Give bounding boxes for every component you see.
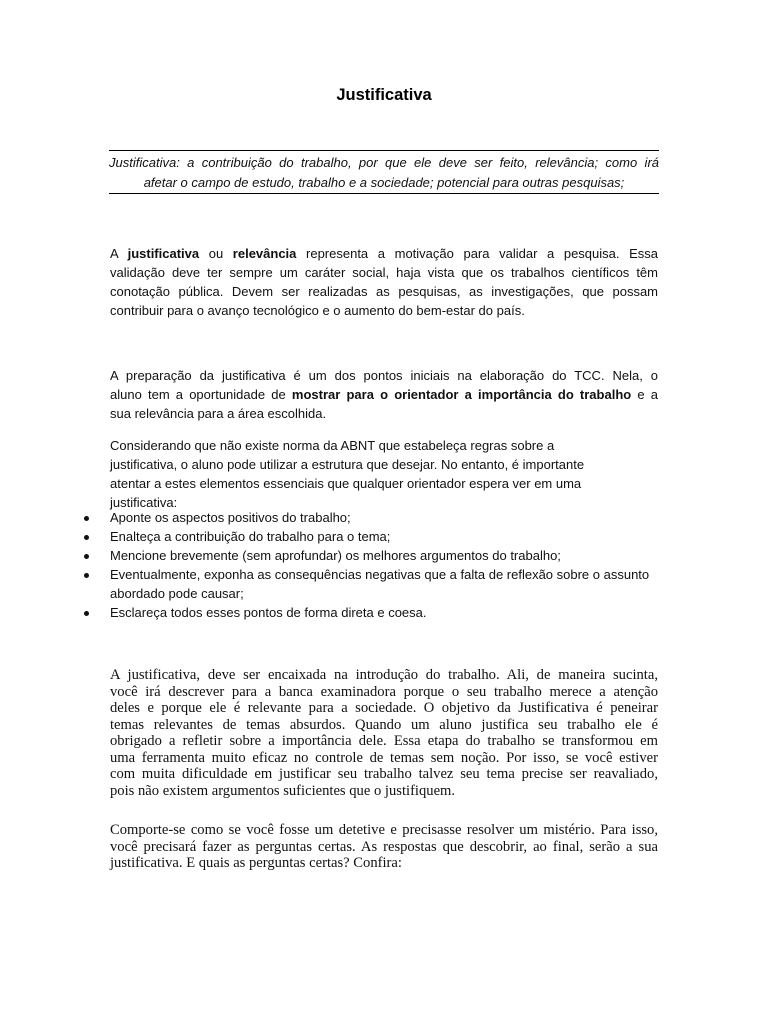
bullet-icon xyxy=(84,573,89,578)
paragraph-line: A justificativa ou relevância representa a motivação para validar a pesquisa. Essa xyxy=(110,246,659,261)
paragraph-line: você irá descrever para a banca examinadora porque o seu trabalho merece a atenção xyxy=(110,683,658,700)
list-item: Enalteça a contribuição do trabalho para o tema; xyxy=(80,527,660,546)
paragraph-line: deles e porque ele é relevante para a sociedade. O objetivo da Justificativa é peneirar xyxy=(110,700,658,716)
paragraph-line: Considerando que não existe norma da ABNT que estabeleça regras sobre a xyxy=(110,438,555,453)
list-item: Aponte os aspectos positivos do trabalho; xyxy=(80,508,660,527)
paragraph-line: pois não existem argumentos suficientes que o justifiquem. xyxy=(110,782,456,799)
paragraph-line: uma ferramenta muito eficaz no controle de temas sem noção. Por isso, se você estiver xyxy=(110,749,658,766)
paragraph-abnt xyxy=(110,436,658,512)
paragraph-line: justificativa: xyxy=(110,495,178,510)
definition-box xyxy=(109,150,659,194)
bullet-icon xyxy=(84,611,89,616)
paragraph-detective xyxy=(110,822,658,872)
bold-term-justificativa: justificativa xyxy=(127,246,200,261)
bold-phrase-orientador: mostrar para o orientador a importância do trabalho xyxy=(291,387,632,402)
paragraph-line: obrigado a refletir sobre a importância dele. Essa etapa do trabalho se transformou em xyxy=(110,733,658,749)
paragraph-line: temas relevantes de temas absurdos. Quando um aluno justifica seu trabalho ele é xyxy=(110,716,658,733)
paragraph-line: com muita dificuldade em justificar seu trabalho talvez seu tema precise ser reavaliado, xyxy=(110,766,658,782)
paragraph-line: sua relevância para a área escolhida. xyxy=(110,406,327,421)
paragraph-introduction xyxy=(110,667,658,799)
bullet-icon xyxy=(84,516,89,521)
paragraph-line: você precisará fazer as perguntas certas. As respostas que descobrir, ao final, serão a sua xyxy=(110,838,658,855)
list-item: Esclareça todos esses pontos de forma direta e coesa. xyxy=(80,603,660,622)
paragraph-line: contribuir para o avanço tecnológico e o aumento do bem-estar do país. xyxy=(110,303,525,318)
definition-line-2: afetar o campo de estudo, trabalho e a sociedade; potencial para outras pesquisas; xyxy=(143,175,625,190)
bold-term-relevancia: relevância xyxy=(232,246,297,261)
paragraph-preparation xyxy=(110,366,658,423)
paragraph-line: A justificativa, deve ser encaixada na introdução do trabalho. Ali, de maneira sucinta, xyxy=(110,667,658,683)
paragraph-line: A preparação da justificativa é um dos pontos iniciais na elaboração do TCC. Nela, o xyxy=(110,368,658,383)
paragraph-line: validação deve ter sempre um caráter social, haja vista que os trabalhos científicos têm xyxy=(110,265,658,280)
bullet-icon xyxy=(84,535,89,540)
paragraph-line: Comporte-se como se você fosse um detetive e precisasse resolver um mistério. Para isso, xyxy=(110,822,658,838)
bullet-icon xyxy=(84,554,89,559)
definition-line-1: Justificativa: a contribuição do trabalho, por que ele deve ser feito, relevância; como irá xyxy=(109,155,659,170)
paragraph-line: aluno tem a oportunidade de mostrar para o orientador a importância do trabalho e a xyxy=(110,387,658,402)
paragraph-line: justificativa. E quais as perguntas certas? Confira: xyxy=(110,855,402,871)
bullet-list xyxy=(80,508,660,622)
paragraph-line: conotação pública. Devem ser realizadas as pesquisas, as investigações, que possam xyxy=(110,284,658,299)
list-item: Eventualmente, exponha as consequências negativas que a falta de reflexão sobre o assunto abordado pode causar; xyxy=(80,565,660,603)
page-title: Justificativa xyxy=(336,86,432,104)
list-item: Mencione brevemente (sem aprofundar) os melhores argumentos do trabalho; xyxy=(80,546,660,565)
paragraph-relevance xyxy=(110,244,658,320)
paragraph-line: justificativa, o aluno pode utilizar a estrutura que desejar. No entanto, é importante xyxy=(110,457,585,472)
paragraph-line: atentar a estes elementos essenciais que qualquer orientador espera ver em uma xyxy=(110,476,582,491)
